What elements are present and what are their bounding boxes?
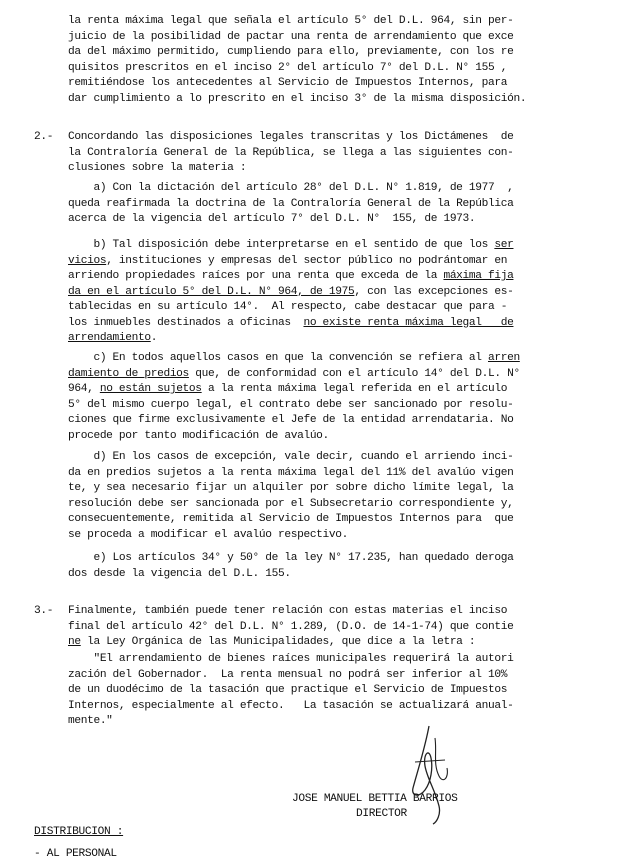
text-line: a) Con la dictación del artículo 28° del D.L. N° 1.819, de 1977 ,: [68, 182, 514, 194]
text-line: e) Los artículos 34° y 50° de la ley N° 17.235, han quedado deroga: [68, 552, 514, 564]
text-line: da en el artículo 5° del D.L. N° 964, de 1975, con las excepciones es-: [68, 285, 514, 298]
paragraph-d: [68, 450, 513, 543]
paragraph-e: [68, 551, 513, 582]
text-line: "El arrendamiento de bienes raíces municipales requerirá la autori: [68, 653, 514, 665]
text-line: dos desde la vigencia del D.L. 155.: [68, 567, 291, 580]
text-line: de un duodécimo de la tasación que practique el Servicio de Impuestos: [68, 684, 508, 696]
paragraph-b: [68, 238, 513, 347]
text-line: c) En todos aquellos casos en que la convención se refiera al arren: [68, 352, 520, 364]
text-line: consecuentemente, remitida al Servicio de Impuestos Internos para que: [68, 513, 514, 525]
distribution-heading: DISTRIBUCION :: [34, 826, 124, 838]
text-line: zación del Gobernador. La renta mensual no podrá ser inferior al 10%: [68, 668, 508, 681]
section-3-text: [68, 604, 513, 651]
signature-title: DIRECTOR: [356, 808, 407, 820]
text-line: remitiéndose los antecedentes al Servicio de Impuestos Internos, para: [68, 77, 508, 89]
text-line: acerca de la vigencia del artículo 7° del D.L. N° 155, de 1973.: [68, 213, 476, 225]
section-2-number: 2.-: [34, 131, 54, 143]
text-line: arriendo propiedades raíces por una renta que exceda de la máxima fija: [68, 270, 514, 282]
text-line: vicios, instituciones y empresas del sector público no podrántomar en: [68, 254, 508, 267]
signature-name: JOSE MANUEL BETTIA BARRIOS: [292, 793, 458, 805]
text-line: tablecidas en su artículo 14°. Al respecto, cabe destacar que para -: [68, 301, 508, 313]
text-line: Internos, especialmente al efecto. La tasación se actualizará anual-: [68, 699, 514, 712]
text-line: ne la Ley Orgánica de las Municipalidades, que dice a la letra :: [68, 636, 476, 648]
text-line: te, y sea necesario fijar un alquiler por sobre dicho límite legal, la: [68, 482, 514, 494]
text-line: Concordando las disposiciones legales transcritas y los Dictámenes de: [68, 131, 514, 143]
text-line: queda reafirmada la doctrina de la Contraloría General de la República: [68, 197, 514, 210]
text-line: b) Tal disposición debe interpretarse en el sentido de que los ser: [68, 239, 514, 251]
text-line: arrendamiento.: [68, 332, 158, 344]
text-line: la Contraloría General de la República, se llega a las siguientes con-: [68, 146, 514, 159]
text-line: dar cumplimiento a lo prescrito en el inciso 3° de la misma disposición.: [68, 92, 527, 105]
distribution-item: - AL PERSONAL: [34, 848, 117, 860]
text-line: los inmuebles destinados a oficinas no existe renta máxima legal de: [68, 316, 514, 329]
text-line: ciones que firme exclusivamente el Jefe de la entidad arrendataria. No: [68, 414, 514, 426]
paragraph-a: [68, 181, 513, 228]
text-line: resolución debe ser sancionada por el Subsecretario correspondiente y,: [68, 497, 514, 510]
text-line: mente.": [68, 715, 113, 727]
text-line: d) En los casos de excepción, vale decir, cuando el arriendo inci-: [68, 451, 514, 463]
text-line: 964, no están sujetos a la renta máxima legal referida en el artículo: [68, 383, 508, 395]
text-line: Finalmente, también puede tener relación con estas materias el inciso: [68, 605, 508, 617]
text-line: se proceda a modificar el avalúo respectivo.: [68, 528, 348, 541]
text-line: 5° del mismo cuerpo legal, el contrato debe ser sancionado por resolu-: [68, 398, 514, 411]
text-line: final del artículo 42° del D.L. N° 1.289, (D.O. de 14-1-74) que contie: [68, 620, 514, 633]
text-line: juicio de la posibilidad de pactar una renta de arrendamiento que exce: [68, 30, 514, 43]
section-2-intro: [68, 130, 513, 177]
text-line: procede por tanto modificación de avalúo.: [68, 429, 329, 442]
intro-paragraph: [68, 14, 526, 107]
text-line: da del máximo permitido, cumpliendo para ello, previamente, con los re: [68, 46, 514, 58]
text-line: damiento de predios que, de conformidad con el artículo 14° del D.L. N°: [68, 367, 520, 380]
section-3-number: 3.-: [34, 605, 54, 617]
text-line: quisitos prescritos en el inciso 2° del artículo 7° del D.L. N° 155 ,: [68, 61, 508, 74]
text-line: clusiones sobre la materia :: [68, 162, 247, 174]
paragraph-c: [68, 351, 520, 444]
text-line: da en predios sujetos a la renta máxima legal del 11% del avalúo vigen: [68, 466, 514, 479]
text-line: la renta máxima legal que señala el artículo 5° del D.L. 964, sin per-: [68, 15, 514, 27]
